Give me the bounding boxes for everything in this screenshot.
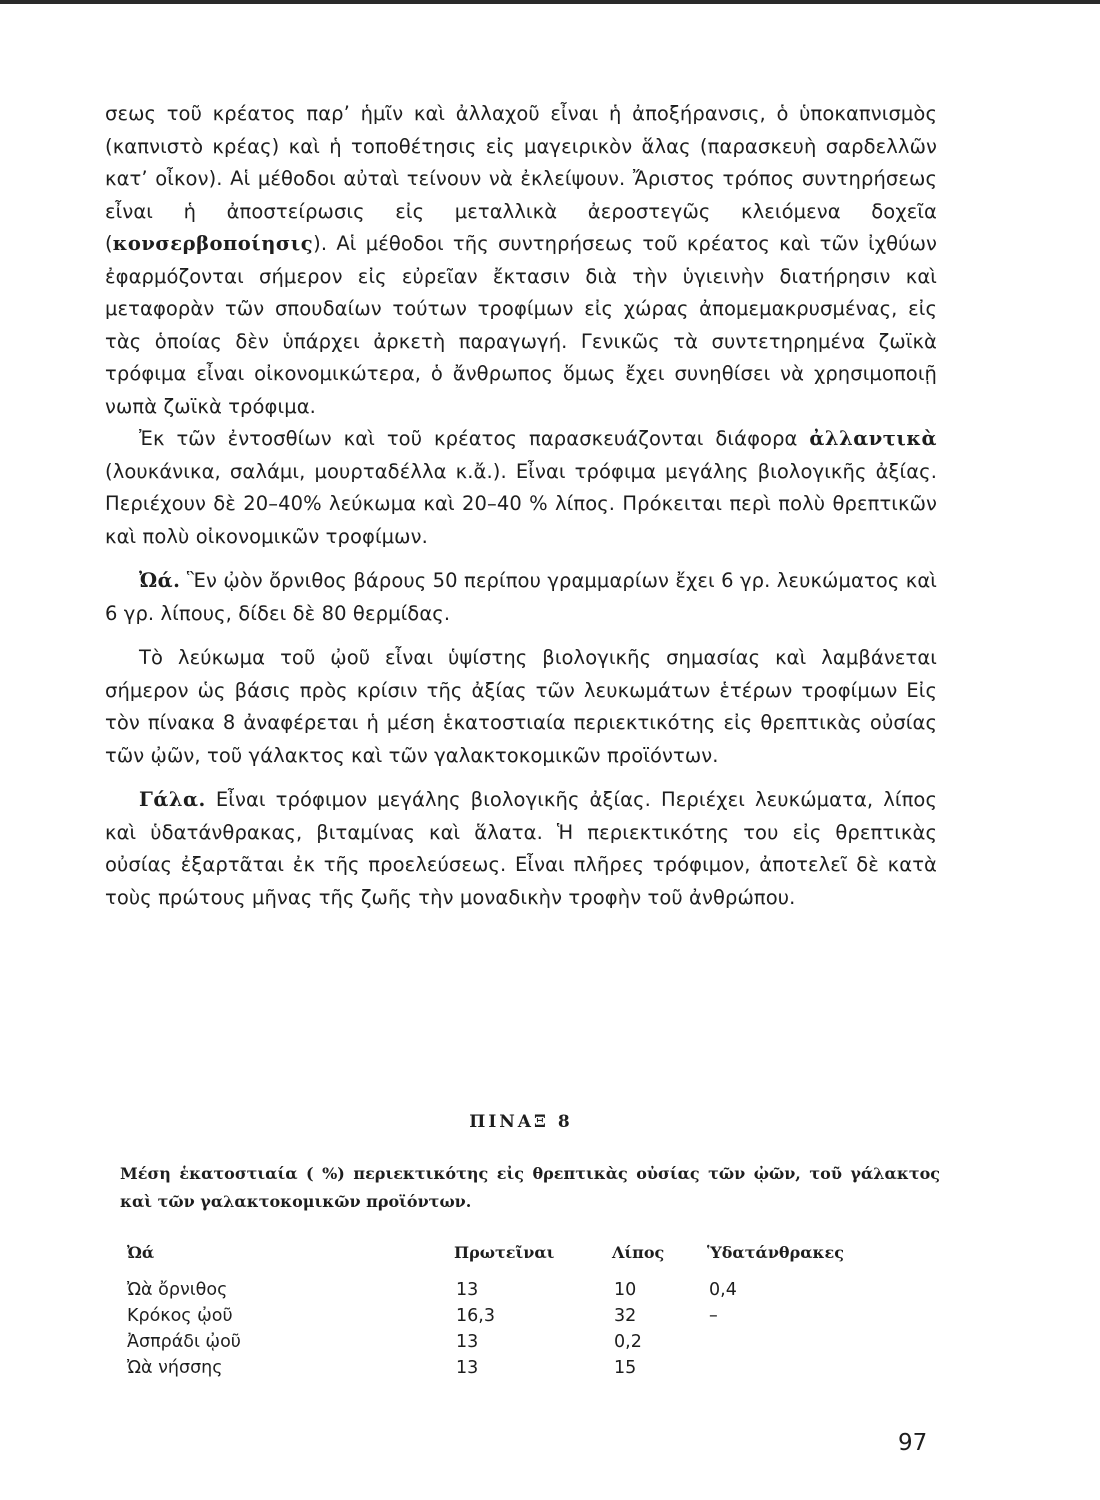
row-label: Ἀσπράδι ᾠοῦ bbox=[127, 1332, 241, 1352]
paragraph bbox=[105, 423, 937, 553]
protein-value: 13 bbox=[456, 1358, 479, 1378]
text-run: Ἐκ τῶν ἐντοσθίων καὶ τοῦ κρέατος παρασκευάζονται διάφορα bbox=[139, 427, 810, 450]
text-run: (λουκάνικα, σαλάμι, μουρταδέλλα κ.ἄ.). Εἶναι τρόφιμα μεγάλης βιολογικῆς ἀξίας. Περιέχουν δὲ 20–40% λεύκωμα καὶ 20–40 % λίπος. Πρόκειται περὶ πολὺ θρεπτικῶν καὶ πολὺ οἰκονομικῶν τροφίμων. bbox=[105, 459, 937, 548]
protein-value: 13 bbox=[456, 1332, 479, 1352]
row-label: Ὠὰ ὄρνιθος bbox=[127, 1280, 228, 1300]
header-proteins: Πρωτεῖναι bbox=[454, 1242, 555, 1262]
header-fat: Λίπος bbox=[612, 1242, 665, 1262]
bold-term: κονσερβοποίησις bbox=[112, 232, 314, 255]
text-run: ). Αἱ μέθοδοι τῆς συντηρήσεως τοῦ κρέατος καὶ τῶν ἰχθύων ἐφαρμόζονται σήμερον εἰς εὐρεῖαν ἔκτασιν διὰ τὴν ὑγιεινὴν διατήρησιν καὶ μεταφορὰν τῶν σπουδαίων τούτων τροφίμων εἰς χώρας ἀπομεμακρυσμένας, εἰς τὰς ὁποίας δὲν ὑπάρχει ἀρκετὴ παραγωγή. Γενικῶς τὰ συντετηρημένα ζωϊκὰ τρόφιμα εἶναι οἰκονομικώτερα, ὁ ἄνθρωπος ὅμως ἔχει συνηθίσει νὰ χρησιμοποιῇ νωπὰ ζωϊκὰ τρόφιμα. bbox=[105, 232, 937, 418]
fat-value: 15 bbox=[614, 1358, 637, 1378]
protein-value: 13 bbox=[456, 1280, 479, 1300]
paragraph bbox=[105, 784, 937, 914]
header-carbohydrates: Ὑδατάνθρακες bbox=[707, 1242, 844, 1262]
table-row bbox=[127, 1352, 877, 1378]
bold-term: Γάλα. bbox=[139, 788, 206, 811]
paragraph bbox=[105, 565, 937, 630]
carbohydrate-value: 0,4 bbox=[709, 1280, 737, 1300]
row-label: Ὠὰ νήσσης bbox=[127, 1358, 223, 1378]
text-run: Ἓν ᾠὸν ὄρνιθος βάρους 50 περίπου γραμμαρίων ἔχει 6 γρ. λευκώματος καὶ 6 γρ. λίπους, δίδει δὲ 80 θερμίδας. bbox=[105, 569, 937, 625]
table-row bbox=[127, 1300, 877, 1326]
carbohydrate-value: – bbox=[709, 1306, 718, 1326]
table-caption: Μέση ἑκατοστιαία ( %) περιεκτικότης εἰς θρεπτικὰς οὐσίας τῶν ᾠῶν, τοῦ γάλακτος καὶ τῶν γαλακτοκομικῶν προϊόντων. bbox=[120, 1164, 940, 1211]
fat-value: 32 bbox=[614, 1306, 637, 1326]
table-title: ΠΙΝΑΞ 8 bbox=[469, 1112, 573, 1132]
fat-value: 0,2 bbox=[614, 1332, 642, 1352]
row-label: Κρόκος ᾠοῦ bbox=[127, 1306, 233, 1326]
carbohydrate-value bbox=[707, 1352, 877, 1378]
text-run: σεως τοῦ κρέατος παρ’ ἡμῖν καὶ ἀλλαχοῦ εἶναι ἡ ἀποξήρανσις, ὁ ὑποκαπνισμὸς (καπνιστὸ κρέας) καὶ ἡ τοποθέτησις εἰς μαγειρικὸν ἅλας (παρασκευὴ σαρδελλῶν κατ’ οἶκον). Αἱ μέθοδοι αὐταὶ τείνουν νὰ ἐκλείψουν. Ἄριστος τρόπος συντηρήσεως εἶναι ἡ ἀποστείρωσις εἰς μεταλλικὰ ἀεροστεγῶς κλειόμενα δοχεῖα ( bbox=[105, 102, 937, 255]
page-top-border bbox=[0, 0, 1100, 4]
table-row bbox=[127, 1326, 877, 1352]
table-header-row bbox=[127, 1238, 877, 1274]
header-eggs: Ὠά bbox=[127, 1242, 155, 1262]
fat-value: 10 bbox=[614, 1280, 637, 1300]
table-row bbox=[127, 1274, 877, 1300]
nutrient-table bbox=[127, 1238, 877, 1378]
carbohydrate-value bbox=[707, 1326, 877, 1352]
paragraph bbox=[105, 642, 937, 772]
page-number: 97 bbox=[898, 1430, 928, 1456]
bold-term: Ὠά. bbox=[139, 569, 181, 592]
text-run: Εἶναι τρόφιμον μεγάλης βιολογικῆς ἀξίας. Περιέχει λευκώματα, λίπος καὶ ὑδατάνθρακας, βιταμίνας καὶ ἅλατα. Ἡ περιεκτικότης του εἰς θρεπτικὰς οὐσίας ἐξαρτᾶται ἐκ τῆς προελεύσεως. Εἶναι πλῆρες τρόφιμον, ἀποτελεῖ δὲ κατὰ τοὺς πρώτους μῆνας τῆς ζωῆς τὴν μοναδικὴν τροφὴν τοῦ ἀνθρώπου. bbox=[105, 788, 937, 909]
protein-value: 16,3 bbox=[456, 1306, 495, 1326]
bold-term: ἀλλαντικὰ bbox=[809, 427, 937, 450]
text-run: Τὸ λεύκωμα τοῦ ᾠοῦ εἶναι ὑψίστης βιολογικῆς σημασίας καὶ λαμβάνεται σήμερον ὡς βάσις πρὸς κρίσιν τῆς ἀξίας τῶν λευκωμάτων ἑτέρων τροφίμων Εἰς τὸν πίνακα 8 ἀναφέρεται ἡ μέση ἑκατοστιαία περιεκτικότης εἰς θρεπτικὰς οὐσίας τῶν ᾠῶν, τοῦ γάλακτος καὶ τῶν γαλακτοκομικῶν προϊόντων. bbox=[105, 646, 937, 767]
paragraph bbox=[105, 98, 937, 423]
body-text bbox=[105, 98, 937, 914]
